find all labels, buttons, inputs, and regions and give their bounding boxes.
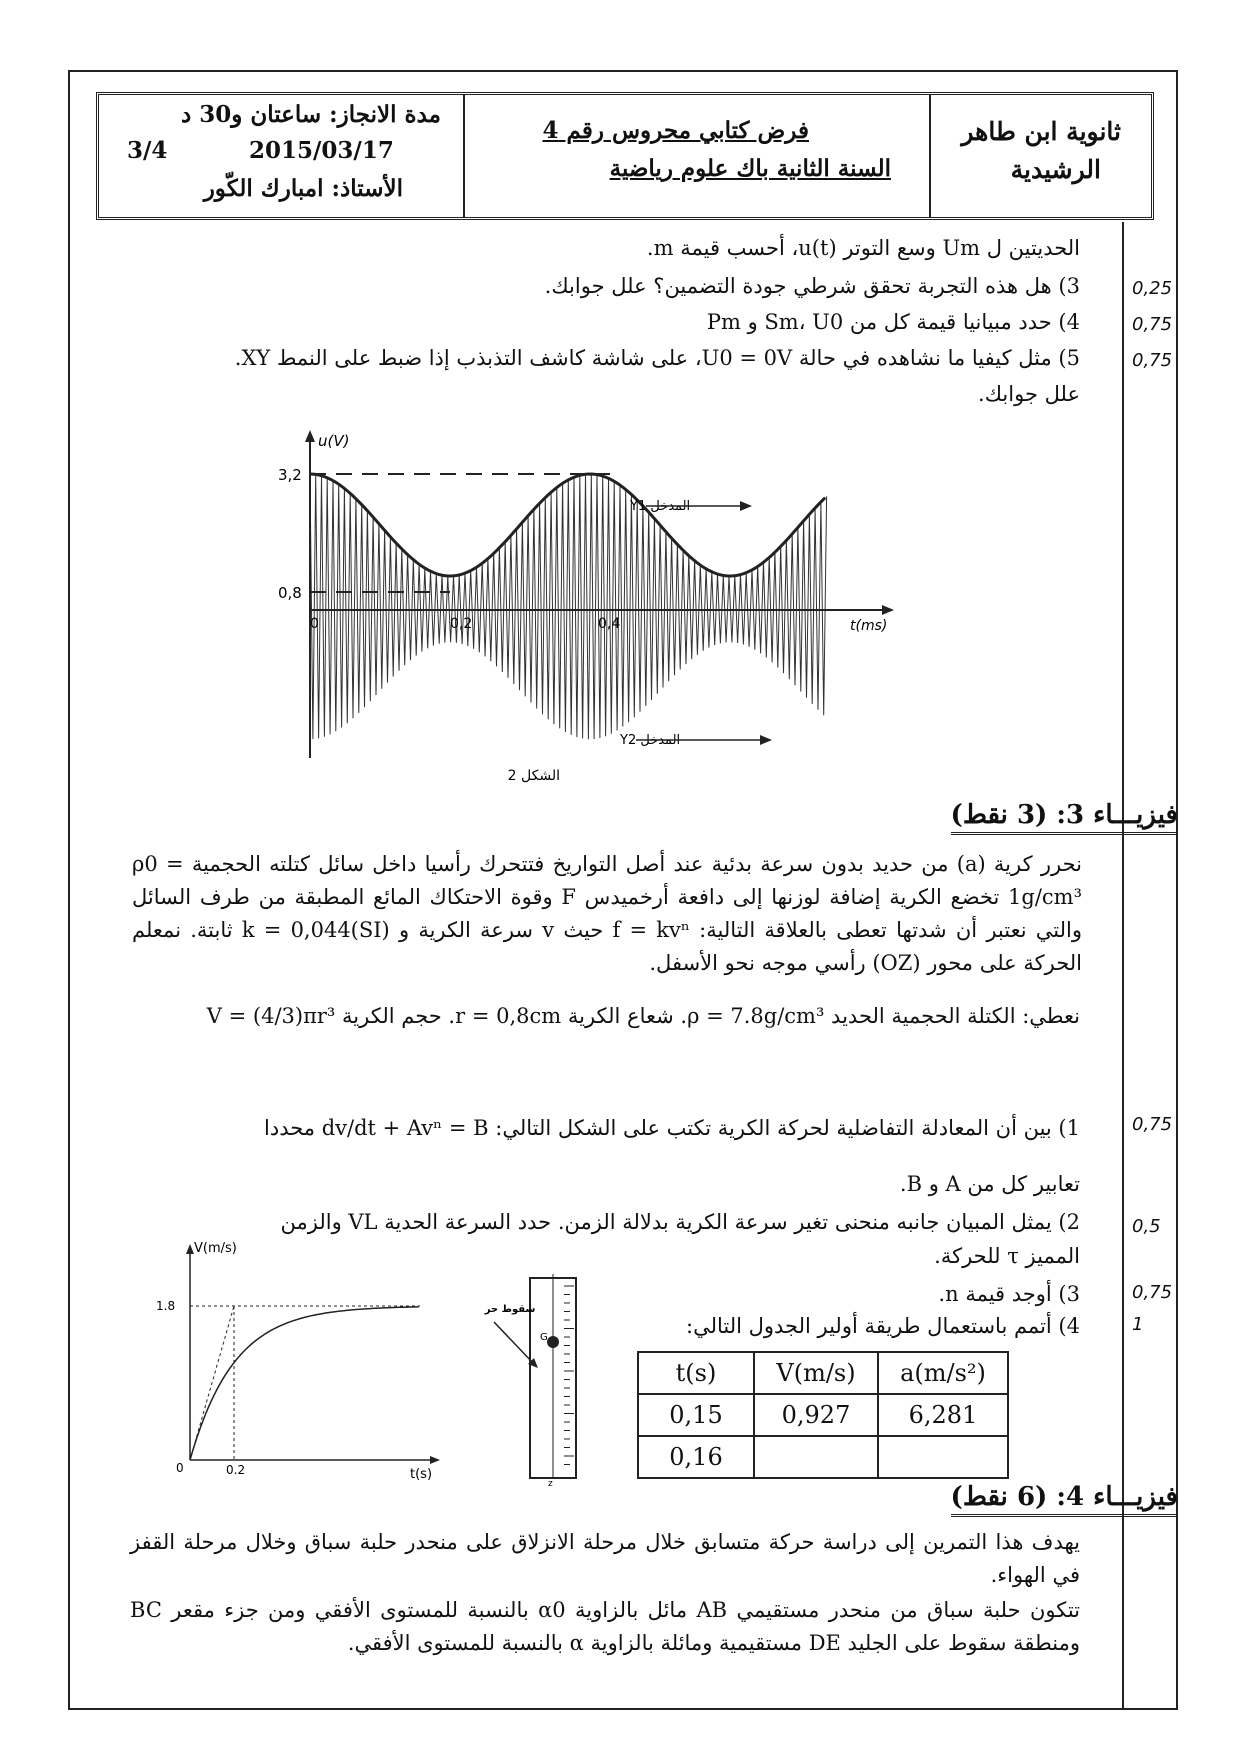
- tube-scale: [564, 1286, 574, 1465]
- physics4-intro: يهدف هذا التمرين إلى دراسة حركة متسابق خلال مرحلة الانزلاق على منحدر حلبة سباق وخلال مرحلة القفز في الهواء.: [130, 1530, 1080, 1587]
- physics4-description: تتكون حلبة سباق من منحدر مستقيمي AB مائل بالزاوية α0 بالنسبة للمستوى الأفقي ومن جزء مقعر BC ومنطقة سقوط على الجليد DE مستقيمية ومائلة بالزاوية α بالنسبة للمستوى الأفقي.: [130, 1598, 1081, 1655]
- tube-pointer-arrow: [494, 1322, 534, 1364]
- physics3-title: فيزيـــاء 3: (3 نقط): [951, 800, 1178, 835]
- physics3-question-2-cont: المميز τ للحركة.: [934, 1244, 1080, 1268]
- label-input-y1: المدخل Y1: [630, 499, 691, 514]
- steel-ball: [547, 1336, 559, 1348]
- cell-a-2: [878, 1436, 1008, 1478]
- figure-2-caption: الشكل 2: [507, 768, 560, 784]
- col-header-time: t(s): [638, 1352, 754, 1394]
- cell-t-2: 0,16: [638, 1436, 754, 1478]
- header-school-cell: [931, 95, 1151, 217]
- header-info-cell: [99, 95, 465, 217]
- x-axis-arrow: [882, 605, 894, 615]
- fig2-ytick-min: 0,8: [278, 584, 302, 602]
- physics3-question-2: 2) يمثل المبيان جانبه منحنى تغير سرعة الكرية بدلالة الزمن. حدد السرعة الحدية VL والزمن: [280, 1210, 1080, 1234]
- carrier-signal: [310, 474, 827, 739]
- fig2-xtick-0: 0: [310, 616, 319, 632]
- mark-q3: 0,25: [1132, 278, 1173, 299]
- physics3-question-3: 3) أوجد قيمة n.: [938, 1282, 1080, 1306]
- fig2-ylabel: u(V): [318, 432, 350, 450]
- part1-question-5: 5) مثل كيفيا ما نشاهده في حالة U0 = 0V، على شاشة كاشف التذبذب إذا ضبط على النمط XY.: [234, 346, 1080, 370]
- part1-intro: الحديتين ل Um وسع التوتر u(t)، أحسب قيمة m.: [646, 236, 1080, 260]
- vgraph-ytick: 1.8: [156, 1299, 176, 1313]
- part1-question-5-cont: علل جوابك.: [978, 382, 1080, 406]
- physics3-statement: نحرر كرية (a) من حديد بدون سرعة بدئية عند أصل التواريخ فتتحرك رأسيا داخل سائل كتلته الحجمية ρ0 = 1g/cm³ تخضع الكرية إضافة لوزنها إلى دافعة أرخميدس F وقوة الاحتكاك المائع المطبقة من طرف السائل والتي نعتبر أن شدتها تعطى بالعلاقة التالية: f = kvⁿ حيث v سرعة الكرية و k = 0,044(SI) ثابتة. نمعلم الحركة على محور (OZ) رأسي موجه نحو الأسفل.: [132, 852, 1082, 975]
- cell-v-2: [754, 1436, 878, 1478]
- fig2-xlabel: t(ms): [850, 618, 888, 634]
- mark-p3-q4: 1: [1132, 1314, 1144, 1335]
- table-row: [638, 1394, 1008, 1436]
- velocity-curve: [190, 1307, 419, 1460]
- figure-2-oscillogram: [270, 428, 910, 788]
- school-city: الرشيدية: [1010, 155, 1101, 184]
- velocity-graph: [150, 1240, 450, 1480]
- mark-p3-q1: 0,75: [1132, 1114, 1173, 1135]
- physics3-question-1: 1) بين أن المعادلة التفاضلية لحركة الكرية تكتب على الشكل التالي: dv/dt + Avⁿ = B محددا: [264, 1116, 1080, 1140]
- falling-ball-tube: [470, 1268, 620, 1488]
- arrow-y2-head: [760, 735, 772, 745]
- tube-axis-label: z: [548, 1479, 553, 1488]
- y-axis-arrow: [305, 430, 315, 442]
- school-name: ثانوية ابن طاهر: [961, 117, 1121, 146]
- fig2-ytick-max: 3,2: [278, 466, 302, 484]
- tube-liquid-label: سقوط حر: [484, 1304, 536, 1315]
- mark-p3-q3: 0,75: [1132, 1282, 1173, 1303]
- mark-p3-q2: 0,5: [1132, 1216, 1161, 1237]
- exam-title: فرض كتابي محروس رقم 4: [542, 117, 809, 144]
- cell-t-1: 0,15: [638, 1394, 754, 1436]
- ball-center-label: G: [540, 1332, 548, 1343]
- cell-a-1: 6,281: [878, 1394, 1008, 1436]
- v-axis-arrow: [186, 1244, 194, 1254]
- teacher-name: الأستاذ: امبارك الكّور: [203, 175, 403, 202]
- fig2-xtick-1: 0,2: [450, 616, 473, 632]
- euler-table: [637, 1351, 1009, 1479]
- class-name: السنة الثانية باك علوم رياضية: [609, 155, 891, 182]
- physics3-given: نعطي: الكتلة الحجمية الحديد ρ = 7.8g/cm³. شعاع الكرية r = 0,8cm. حجم الكرية V = (4/3)πr³: [206, 1004, 1080, 1028]
- mark-q4: 0,75: [1132, 314, 1173, 335]
- page-number: 3/4: [127, 137, 168, 164]
- vgraph-origin: 0: [176, 1461, 184, 1475]
- vgraph-xtick: 0.2: [226, 1463, 246, 1477]
- col-header-acceleration: a(m/s²): [878, 1352, 1008, 1394]
- part1-question-4: 4) حدد مبيانيا قيمة كل من Sm، U0 و Pm: [706, 310, 1080, 334]
- physics4-title: فيزيـــاء 4: (6 نقط): [951, 1482, 1178, 1517]
- cell-v-1: 0,927: [754, 1394, 878, 1436]
- mark-q5: 0,75: [1132, 350, 1173, 371]
- physics3-question-4: 4) أتمم باستعمال طريقة أولير الجدول التالي:: [686, 1314, 1080, 1338]
- table-row: [638, 1436, 1008, 1478]
- vgraph-xlabel: t(s): [410, 1467, 433, 1480]
- duration: مدة الانجاز: ساعتان و30 د: [180, 101, 441, 128]
- vgraph-ylabel: V(m/s): [194, 1241, 237, 1256]
- table-header-row: [638, 1352, 1008, 1394]
- col-header-velocity: V(m/s): [754, 1352, 878, 1394]
- arrow-y1-head: [740, 501, 752, 511]
- fig2-xtick-2: 0,4: [598, 616, 621, 632]
- label-input-y2: المدخل Y2: [620, 733, 681, 748]
- exam-date: 2015/03/17: [249, 137, 394, 164]
- t-axis-arrow: [430, 1456, 440, 1464]
- carrier-wave: [310, 474, 827, 739]
- header-title-cell: [465, 95, 931, 217]
- part1-question-3: 3) هل هذه التجربة تحقق شرطي جودة التضمين؟ علل جوابك.: [544, 274, 1080, 298]
- physics3-question-1-cont: تعابير كل من A و B.: [899, 1172, 1080, 1196]
- exam-header: [96, 92, 1154, 220]
